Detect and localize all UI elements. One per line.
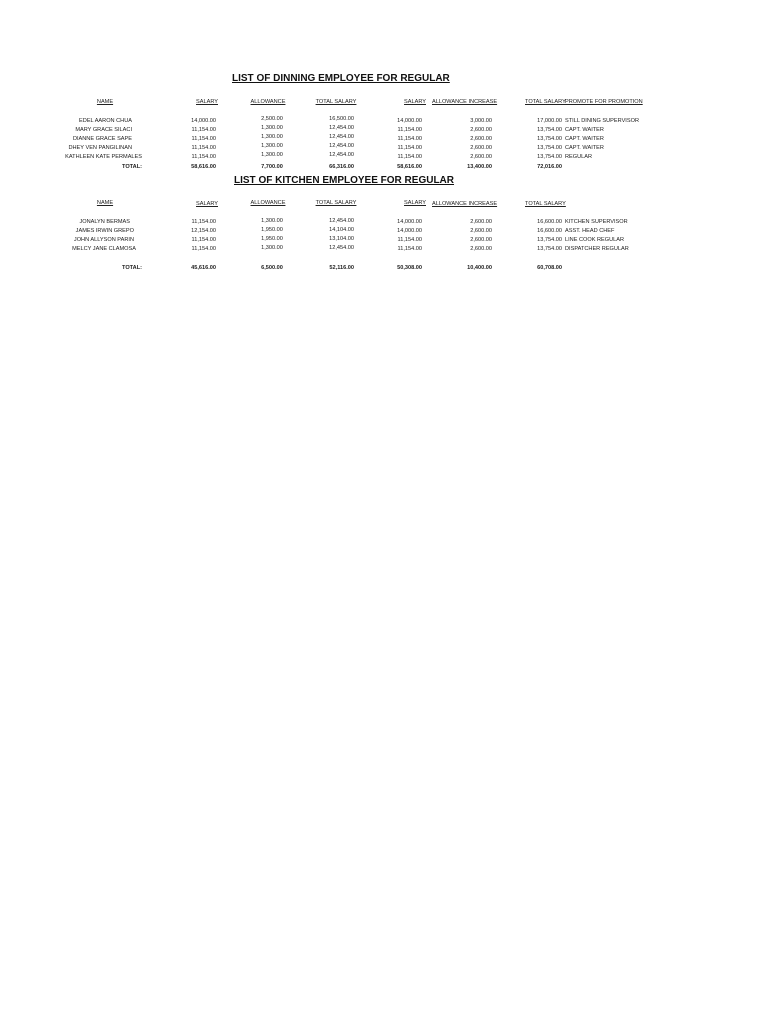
kitchen-row-total-salary-2: 13,754.00 (537, 237, 562, 243)
dining-row-salary-2: 14,000.00 (397, 118, 422, 124)
dining-header-allowance-increase: ALLOWANCE INCREASE (432, 99, 498, 105)
dining-row-allowance: 1,300.00 (261, 143, 283, 149)
dining-row-name: EDEL AARON CHUA (79, 118, 132, 124)
dining-header-salary: SALARY (196, 99, 218, 105)
dining-row-name: DIANNE GRACE SAPE (72, 136, 132, 142)
kitchen-row-allowance: 1,950.00 (261, 236, 283, 242)
dining-row-total-salary: 12,454.00 (329, 143, 354, 149)
dining-total-total-salary: 66,316.00 (329, 164, 354, 170)
kitchen-row-salary-2: 11,154.00 (397, 237, 422, 243)
dining-row-salary-2: 11,154.00 (397, 154, 422, 160)
dining-row-total-salary: 12,454.00 (329, 152, 354, 158)
kitchen-row-promotion: KITCHEN SUPERVISOR (565, 219, 628, 225)
kitchen-header-total-salary-2: TOTAL SALARY (525, 201, 566, 207)
kitchen-row-salary-2: 14,000.00 (397, 219, 422, 225)
kitchen-row-promotion: DISPATCHER REGULAR (565, 246, 629, 252)
dining-row-salary-2: 11,154.00 (397, 136, 422, 142)
dining-row-allowance: 1,300.00 (261, 125, 283, 131)
dining-total-salary-2: 58,616.00 (397, 164, 422, 170)
kitchen-row-allowance: 1,300.00 (261, 245, 283, 251)
kitchen-row-total-salary-2: 13,754.00 (537, 246, 562, 252)
kitchen-row-allowance: 1,300.00 (261, 218, 283, 224)
kitchen-row-allowance-increase: 2,600.00 (470, 237, 492, 243)
kitchen-row-total-salary: 14,104.00 (329, 227, 354, 233)
kitchen-row-total-salary: 12,454.00 (329, 245, 354, 251)
kitchen-row-salary: 12,154.00 (191, 228, 216, 234)
kitchen-total-salary-2: 50,308.00 (397, 265, 422, 271)
kitchen-row-allowance-increase: 2,600.00 (470, 219, 492, 225)
dining-row-salary-2: 11,154.00 (397, 127, 422, 133)
kitchen-header-total-salary: TOTAL SALARY (315, 200, 357, 206)
dining-header-promotion: PROMOTE FOR PROMOTION (565, 99, 643, 105)
dining-row-promotion: STILL DINING SUPERVISOR (565, 118, 639, 124)
dining-row-total-salary-2: 13,754.00 (537, 145, 562, 151)
dining-row-total-salary-2: 13,754.00 (537, 127, 562, 133)
dining-row-total-salary-2: 13,754.00 (537, 154, 562, 160)
dining-total-allowance-increase: 13,400.00 (467, 164, 492, 170)
kitchen-header-salary-2: SALARY (404, 200, 426, 206)
kitchen-row-allowance-increase: 2,600.00 (470, 228, 492, 234)
kitchen-row-promotion: ASST. HEAD CHEF (565, 228, 615, 234)
kitchen-row-name: MELCY JANE CLAMOSA (72, 246, 136, 252)
kitchen-header-salary: SALARY (196, 201, 218, 207)
dining-row-total-salary-2: 17,000.00 (537, 118, 562, 124)
dining-row-salary-2: 11,154.00 (397, 145, 422, 151)
kitchen-row-total-salary: 13,104.00 (329, 236, 354, 242)
dining-row-total-salary: 16,500.00 (329, 116, 354, 122)
kitchen-row-name: JAMES IRWIN GREPO (75, 228, 134, 234)
dining-row-allowance: 2,500.00 (261, 116, 283, 122)
dining-row-total-salary-2: 13,754.00 (537, 136, 562, 142)
kitchen-row-total-salary-2: 16,600.00 (537, 219, 562, 225)
kitchen-row-salary-2: 14,000.00 (397, 228, 422, 234)
dining-row-promotion: CAPT. WAITER (565, 136, 604, 142)
kitchen-row-name: JOHN ALLYSON PARIN (73, 237, 134, 243)
dining-header-total-salary: TOTAL SALARY (315, 99, 357, 105)
dining-row-allowance: 1,300.00 (261, 134, 283, 140)
kitchen-total-label: TOTAL: (122, 265, 142, 271)
kitchen-row-salary: 11,154.00 (191, 246, 216, 252)
dining-header-total-salary-2: TOTAL SALARY (525, 99, 566, 105)
dining-total-label: TOTAL: (122, 164, 142, 170)
dining-row-promotion: CAPT. WAITER (565, 145, 604, 151)
dining-row-total-salary: 12,454.00 (329, 125, 354, 131)
kitchen-title: LIST OF KITCHEN EMPLOYEE FOR REGULAR (234, 175, 455, 186)
kitchen-row-salary: 11,154.00 (191, 219, 216, 225)
dining-row-allowance-increase: 2,600.00 (470, 127, 492, 133)
kitchen-row-promotion: LINE COOK REGULAR (565, 237, 625, 243)
kitchen-total-salary: 45,616.00 (191, 265, 216, 271)
kitchen-total-total-salary-2: 60,708.00 (537, 265, 562, 271)
dining-total-salary: 58,616.00 (191, 164, 216, 170)
dining-row-name: KATHLEEN KATE PERMALES (65, 154, 142, 160)
dining-row-salary: 11,154.00 (191, 127, 216, 133)
dining-header-salary-2: SALARY (404, 99, 426, 105)
dining-row-allowance: 1,300.00 (261, 152, 283, 158)
kitchen-row-name: JONALYN BERMAS (79, 219, 130, 225)
dining-row-salary: 11,154.00 (191, 145, 216, 151)
kitchen-header-allowance: ALLOWANCE (250, 200, 286, 206)
kitchen-total-total-salary: 52,116.00 (329, 265, 354, 271)
kitchen-row-total-salary: 12,454.00 (329, 218, 354, 224)
dining-row-name: MARY GRACE SILACI (75, 127, 132, 133)
dining-row-allowance-increase: 3,000.00 (470, 118, 492, 124)
kitchen-row-allowance: 1,950.00 (261, 227, 283, 233)
dining-row-total-salary: 12,454.00 (329, 134, 354, 140)
dining-row-name: DHEY VEN PANGILINAN (68, 145, 132, 151)
dining-row-salary: 11,154.00 (191, 136, 216, 142)
dining-row-allowance-increase: 2,600.00 (470, 145, 492, 151)
dining-row-allowance-increase: 2,600.00 (470, 136, 492, 142)
dining-row-allowance-increase: 2,600.00 (470, 154, 492, 160)
kitchen-total-allowance-increase: 10,400.00 (467, 265, 492, 271)
kitchen-header-allowance-increase: ALLOWANCE INCREASE (432, 201, 498, 207)
dining-row-salary: 11,154.00 (191, 154, 216, 160)
dining-header-name: NAME (96, 99, 114, 105)
dining-title: LIST OF DINNING EMPLOYEE FOR REGULAR (232, 73, 450, 84)
kitchen-row-salary: 11,154.00 (191, 237, 216, 243)
dining-row-promotion: REGULAR (565, 154, 593, 160)
dining-row-promotion: CAPT. WAITER (565, 127, 604, 133)
dining-header-allowance: ALLOWANCE (250, 99, 286, 105)
dining-total-total-salary-2: 72,016.00 (537, 164, 562, 170)
kitchen-row-total-salary-2: 16,600.00 (537, 228, 562, 234)
kitchen-header-name: NAME (96, 200, 114, 206)
kitchen-row-allowance-increase: 2,600.00 (470, 246, 492, 252)
dining-total-allowance: 7,700.00 (261, 164, 283, 170)
kitchen-row-salary-2: 11,154.00 (397, 246, 422, 252)
dining-row-salary: 14,000.00 (191, 118, 216, 124)
kitchen-total-allowance: 6,500.00 (261, 265, 283, 271)
